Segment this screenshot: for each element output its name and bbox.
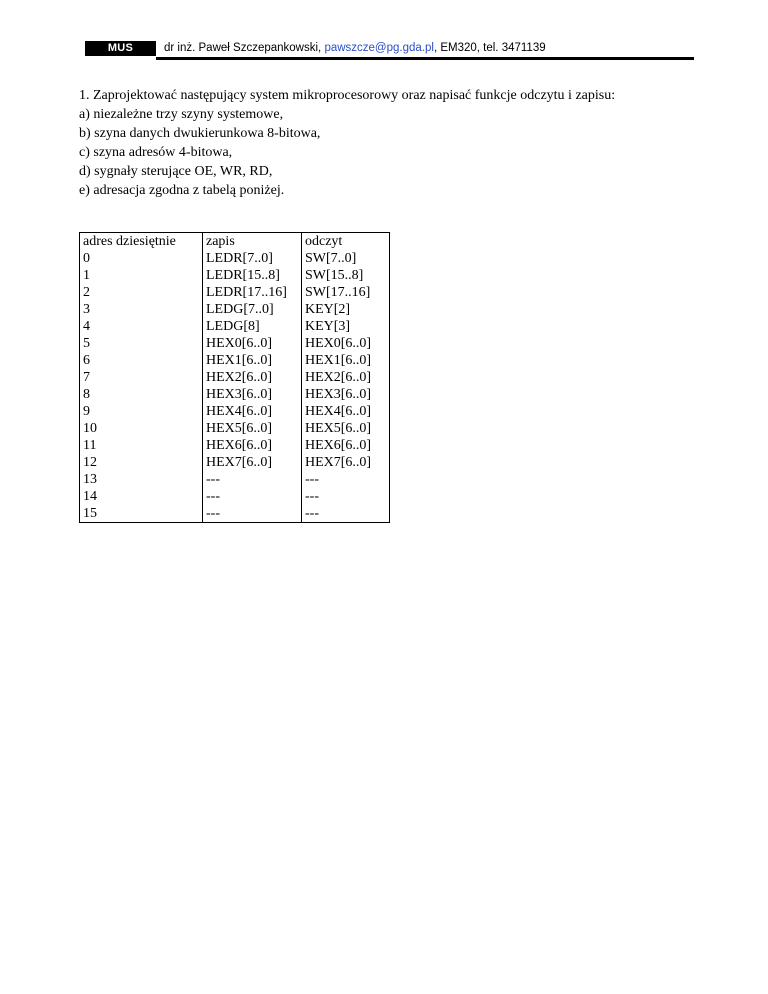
cell-write: --- <box>203 488 302 505</box>
table-body <box>80 250 390 523</box>
task-item-d: d) sygnały sterujące OE, WR, RD, <box>79 164 273 179</box>
table-row <box>80 284 390 301</box>
table-row <box>80 505 390 523</box>
table-row <box>80 250 390 267</box>
cell-read: HEX4[6..0] <box>302 403 390 420</box>
author-contact: , EM320, tel. 3471139 <box>433 42 546 54</box>
table-row <box>80 403 390 420</box>
header-write: zapis <box>203 233 302 251</box>
course-badge: MUS <box>85 41 156 56</box>
table-row <box>80 369 390 386</box>
task-item-b: b) szyna danych dwukierunkowa 8-bitowa, <box>79 126 321 141</box>
cell-read: KEY[3] <box>302 318 390 335</box>
cell-read: SW[17..16] <box>302 284 390 301</box>
cell-read: --- <box>302 505 390 523</box>
cell-address: 9 <box>80 403 203 420</box>
task-item-a: a) niezależne trzy szyny systemowe, <box>79 107 284 122</box>
cell-write: LEDR[15..8] <box>203 267 302 284</box>
cell-address: 4 <box>80 318 203 335</box>
cell-write: HEX3[6..0] <box>203 386 302 403</box>
cell-write: LEDG[8] <box>203 318 302 335</box>
cell-write: HEX4[6..0] <box>203 403 302 420</box>
cell-read: HEX0[6..0] <box>302 335 390 352</box>
page-header <box>85 38 694 62</box>
cell-read: HEX5[6..0] <box>302 420 390 437</box>
author-email-link[interactable]: pawszcze@pg.gda.pl <box>324 42 434 54</box>
cell-address: 10 <box>80 420 203 437</box>
table-row <box>80 488 390 505</box>
table-row <box>80 301 390 318</box>
cell-write: HEX5[6..0] <box>203 420 302 437</box>
header-read: odczyt <box>302 233 390 251</box>
cell-read: HEX7[6..0] <box>302 454 390 471</box>
author-line <box>164 40 546 56</box>
cell-read: HEX1[6..0] <box>302 352 390 369</box>
cell-write: HEX1[6..0] <box>203 352 302 369</box>
cell-write: LEDR[17..16] <box>203 284 302 301</box>
cell-address: 2 <box>80 284 203 301</box>
cell-address: 14 <box>80 488 203 505</box>
cell-write: HEX7[6..0] <box>203 454 302 471</box>
table-row <box>80 454 390 471</box>
cell-write: --- <box>203 505 302 523</box>
cell-address: 7 <box>80 369 203 386</box>
cell-read: HEX3[6..0] <box>302 386 390 403</box>
task-intro: 1. Zaprojektować następujący system mikroprocesorowy oraz napisać funkcje odczytu i zapisu: <box>79 88 616 103</box>
cell-address: 0 <box>80 250 203 267</box>
cell-address: 12 <box>80 454 203 471</box>
cell-address: 6 <box>80 352 203 369</box>
cell-write: LEDG[7..0] <box>203 301 302 318</box>
cell-address: 15 <box>80 505 203 523</box>
cell-address: 5 <box>80 335 203 352</box>
cell-read: SW[7..0] <box>302 250 390 267</box>
cell-read: HEX6[6..0] <box>302 437 390 454</box>
cell-write: HEX2[6..0] <box>203 369 302 386</box>
table-row <box>80 420 390 437</box>
header-rule <box>156 57 694 60</box>
cell-read: KEY[2] <box>302 301 390 318</box>
table-row <box>80 437 390 454</box>
table-row <box>80 335 390 352</box>
table-row <box>80 471 390 488</box>
cell-address: 8 <box>80 386 203 403</box>
cell-address: 13 <box>80 471 203 488</box>
cell-write: --- <box>203 471 302 488</box>
table-row <box>80 318 390 335</box>
task-description <box>79 86 690 200</box>
address-table <box>79 232 390 523</box>
header-address: adres dziesiętnie <box>80 233 203 251</box>
cell-address: 11 <box>80 437 203 454</box>
cell-read: HEX2[6..0] <box>302 369 390 386</box>
table-row <box>80 352 390 369</box>
table-row <box>80 267 390 284</box>
cell-address: 1 <box>80 267 203 284</box>
cell-write: LEDR[7..0] <box>203 250 302 267</box>
task-item-e: e) adresacja zgodna z tabelą poniżej. <box>79 183 285 198</box>
author-name: dr inż. Paweł Szczepankowski, <box>164 42 325 54</box>
cell-address: 3 <box>80 301 203 318</box>
cell-write: HEX0[6..0] <box>203 335 302 352</box>
task-item-c: c) szyna adresów 4-bitowa, <box>79 145 233 160</box>
cell-read: --- <box>302 488 390 505</box>
cell-read: SW[15..8] <box>302 267 390 284</box>
cell-write: HEX6[6..0] <box>203 437 302 454</box>
table-row <box>80 386 390 403</box>
cell-read: --- <box>302 471 390 488</box>
table-header-row <box>80 233 390 251</box>
